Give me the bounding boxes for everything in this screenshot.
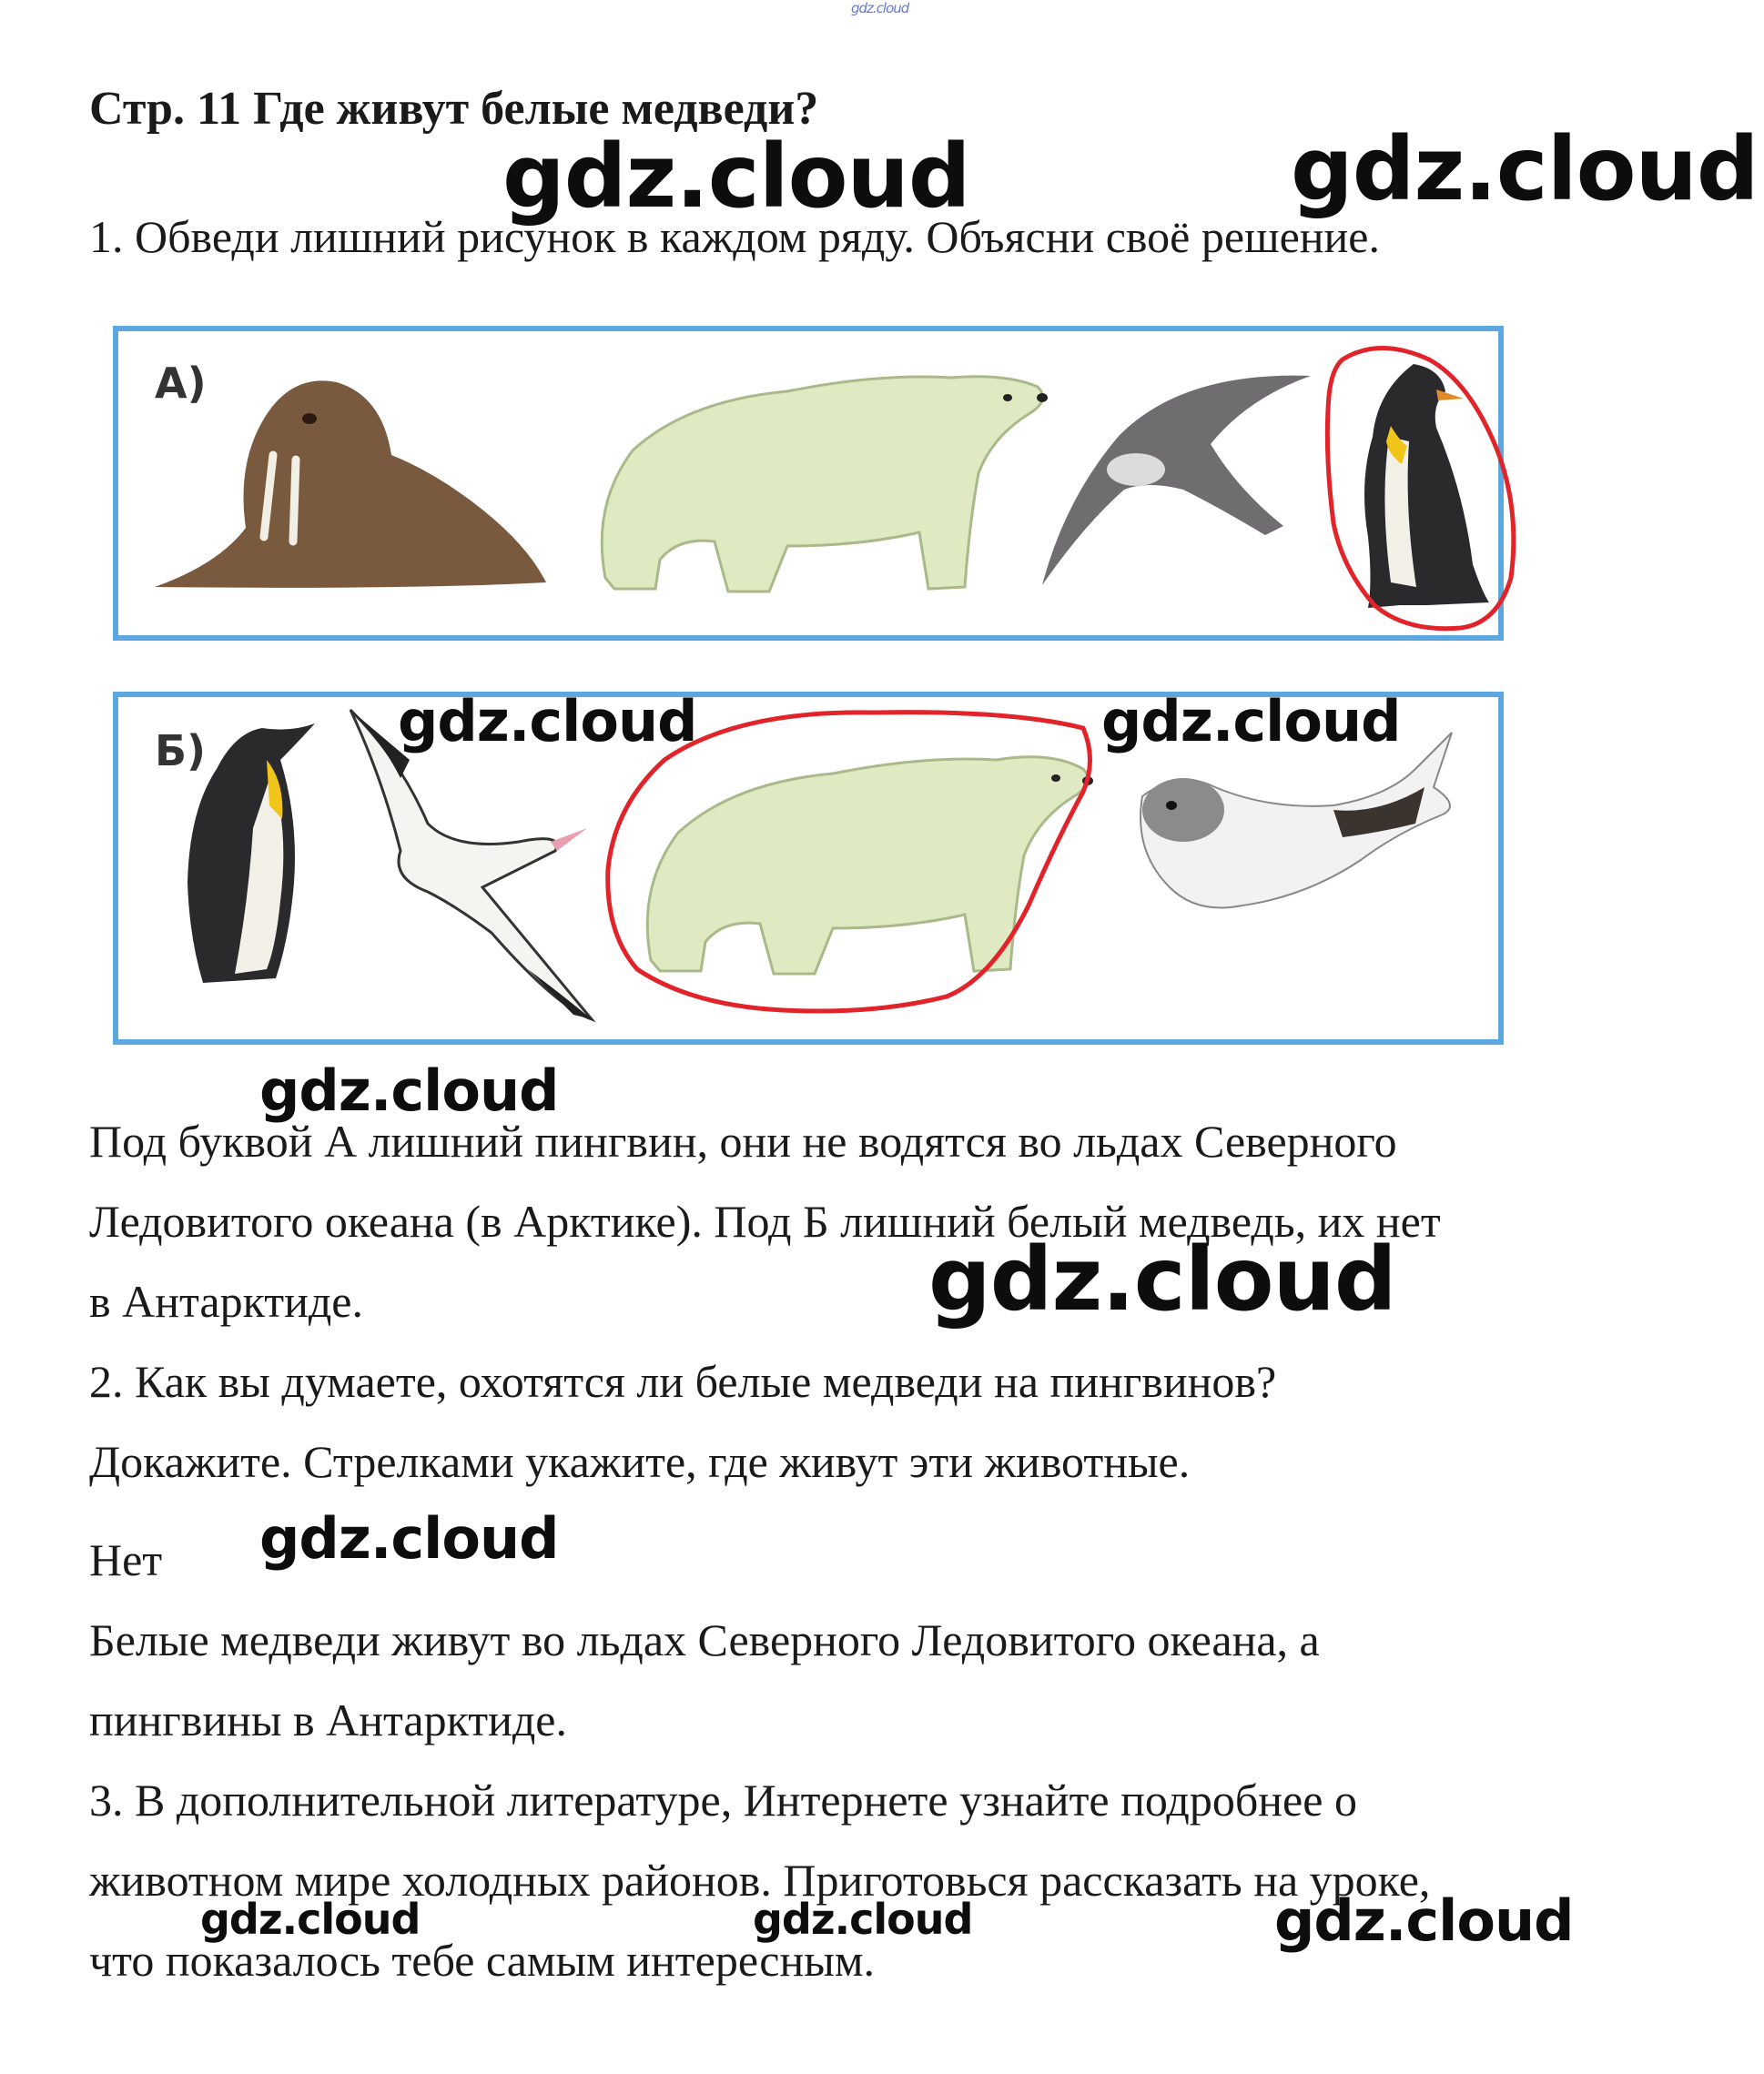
watermark: gdz.cloud: [259, 1057, 559, 1124]
task-3-line-3: что показалось тебе самым интересным.: [89, 1935, 875, 1986]
answer-1-line-2: Ледовитого океана (в Арктике). Под Б лишний белый медведь, их нет: [89, 1196, 1441, 1247]
watermark: gdz.cloud: [1274, 1887, 1574, 1954]
circle-penguin-icon: [1324, 341, 1525, 642]
polar-bear-icon: [578, 350, 1051, 610]
watermark: gdz.cloud: [502, 126, 970, 228]
task-1-text: 1. Обведи лишний рисунок в каждом ряду. Объясни своё решение.: [89, 211, 1380, 262]
penguin-icon: [162, 719, 317, 992]
task-3-line-1: 3. В дополнительной литературе, Интернете узнайте подробнее о: [89, 1775, 1357, 1826]
task-3-line-2: животном мире холодных районов. Приготовься рассказать на уроке,: [89, 1855, 1431, 1906]
answer-2-line-2: пингвины в Антарктиде.: [89, 1695, 567, 1745]
answer-1-line-1: Под буквой А лишний пингвин, они не водятся во льдах Северного: [89, 1116, 1397, 1167]
watermark: gdz.cloud: [1291, 118, 1759, 220]
answer-2-line-1: Белые медведи живут во льдах Северного Ледовитого океана, а: [89, 1614, 1320, 1665]
walrus-icon: [137, 355, 546, 601]
answer-1-line-3: в Антарктиде.: [89, 1276, 364, 1327]
watermark: gdz.cloud: [1101, 688, 1401, 754]
bird-icon: [1038, 353, 1320, 599]
watermark: gdz.cloud: [200, 1895, 421, 1944]
task-2-line-2: Докажите. Стрелками укажите, где живут эти животные.: [89, 1436, 1191, 1487]
answer-2-short: Нет: [89, 1534, 163, 1585]
watermark: gdz.cloud: [753, 1895, 973, 1944]
watermark: gdz.cloud: [259, 1505, 559, 1572]
watermark: gdz.cloud: [928, 1229, 1396, 1330]
task-2-line-1: 2. Как вы думаете, охотятся ли белые медведи на пингвинов?: [89, 1356, 1277, 1407]
panel-b-label: Б): [155, 726, 207, 775]
panel-a-label: А): [155, 359, 207, 408]
top-watermark: gdz.cloud: [851, 0, 909, 16]
page-title: Стр. 11 Где живут белые медведи?: [89, 83, 819, 135]
watermark: gdz.cloud: [398, 688, 697, 754]
seal-icon: [1115, 723, 1461, 969]
